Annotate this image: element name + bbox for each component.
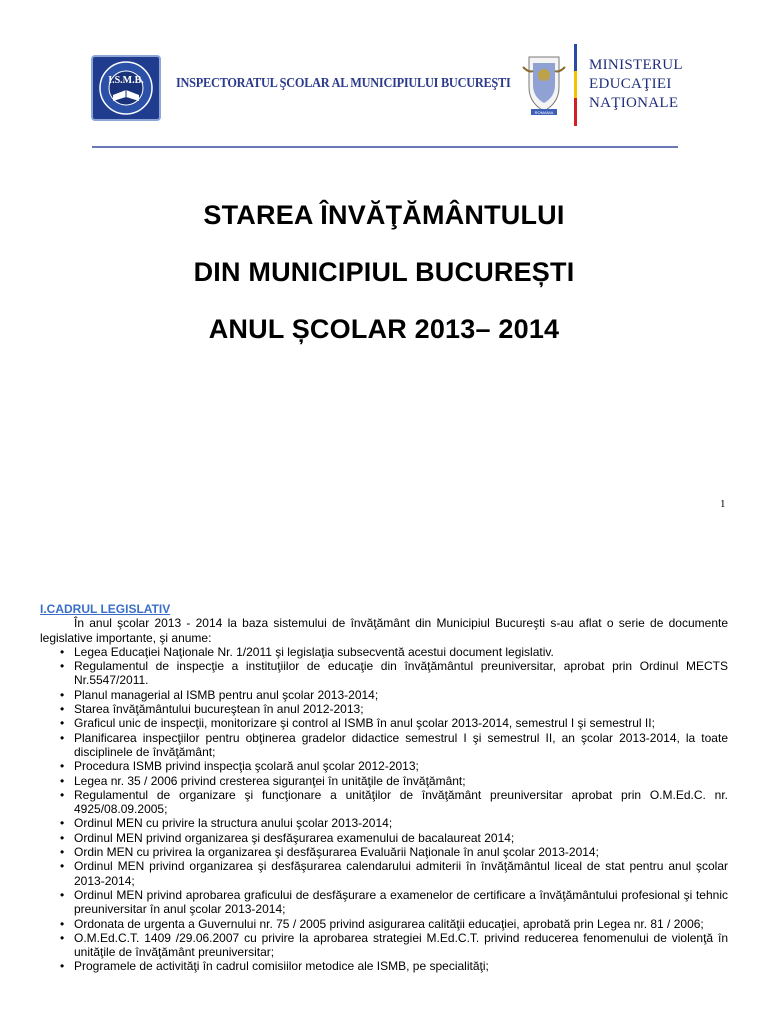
section-intro: În anul şcolar 2013 - 2014 la baza sistemului de învăţământ din Municipiul Bucureşti s-au aflat o serie de documente legislative importante, şi anume: — [40, 616, 728, 645]
ismb-logo-icon — [91, 55, 161, 121]
header-divider — [92, 146, 678, 148]
list-item: • Ordinul MEN privind aprobarea graficului de desfăşurare a examenelor de certificare a învăţământului profesional şi tehnic preuniversitar în anul şcolar 2013-2014; — [74, 888, 728, 917]
list-item: • Graficul unic de inspecţii, monitorizare şi control al ISMB în anul şcolar 2013-2014, semestrul I şi semestrul II; — [74, 716, 728, 730]
legislation-list — [40, 645, 728, 974]
document-header — [0, 0, 768, 150]
list-item: • Starea învăţământului bucureştean în anul 2012-2013; — [74, 702, 728, 716]
ismb-logo-text: I.S.M.B. — [108, 75, 144, 86]
list-item: • Ordin MEN cu privirea la organizarea şi desfăşurarea Evaluării Naţionale în anul şcolar 2013-2014; — [74, 845, 728, 859]
list-item: • Ordonata de urgenta a Guvernului nr. 75 / 2005 privind asigurarea calităţii educaţiei, aprobată prin Legea nr. 81 / 2006; — [74, 917, 728, 931]
legislative-section — [40, 602, 728, 974]
ministry-name — [589, 56, 683, 113]
list-item: • Legea Educaţiei Naţionale Nr. 1/2011 şi legislaţia subsecventă acestui document legislativ. — [74, 645, 728, 659]
ministry-line-1: MINISTERUL — [589, 57, 683, 73]
list-item: • Ordinul MEN privind organizarea şi desfăşurarea calendarului admiterii în învăţământul liceal de stat pentru anul şcolar 2013-2014; — [74, 859, 728, 888]
list-item: • O.M.Ed.C.T. 1409 /29.06.2007 cu privire la aprobarea strategiei M.Ed.C.T. privind reducerea fenomenului de violenţă în unităţile de învăţământ preuniversitar; — [74, 931, 728, 960]
list-item: • Planificarea inspecţiilor pentru obţinerea gradelor didactice semestrul I şi semestrul II, an şcolar 2013-2014, la toate disciplinele de învăţământ; — [74, 731, 728, 760]
ministry-line-3: NAŢIONALE — [589, 95, 679, 111]
tricolor-divider — [574, 44, 577, 126]
inspectorate-name: INSPECTORATUL ŞCOLAR AL MUNICIPIULUI BUCUREŞTI — [176, 76, 511, 91]
crest-caption: ROMANIA — [534, 110, 554, 115]
list-item: • Regulamentul de inspecţie a instituţiilor de educaţie din învăţământul preuniversitar, aprobat prin Ordinul MECTS Nr.5547/2011. — [74, 659, 728, 688]
list-item: • Ordinul MEN privind organizarea şi desfăşurarea examenului de bacalaureat 2014; — [74, 831, 728, 845]
ministry-line-2: EDUCAŢIEI — [589, 76, 672, 92]
list-item: • Procedura ISMB privind inspecţia şcolară anul şcolar 2012-2013; — [74, 759, 728, 773]
list-item: • Planul managerial al ISMB pentru anul şcolar 2013-2014; — [74, 688, 728, 702]
list-item: • Ordinul MEN cu privire la structura anului şcolar 2013-2014; — [74, 816, 728, 830]
document-title-line-1: STAREA ÎNVĂŢĂMÂNTULUI — [203, 200, 565, 230]
list-item: • Programele de activităţi în cadrul comisiilor metodice ale ISMB, pe specialităţi; — [74, 959, 728, 973]
section-title: I.CADRUL LEGISLATIV — [40, 602, 171, 616]
document-title-line-2: DIN MUNICIPIUL BUCUREȘTI — [193, 257, 575, 287]
list-item: • Regulamentul de organizare şi funcţionare a unităţilor de învăţământ preuniversitar aprobat prin O.M.Ed.C. nr. 4925/08.09.2005; — [74, 788, 728, 817]
romania-crest-icon — [519, 53, 569, 117]
list-item: • Legea nr. 35 / 2006 privind cresterea siguranţei în unităţile de învăţământ; — [74, 774, 728, 788]
page-number: 1 — [720, 498, 726, 510]
document-title-line-3: ANUL ȘCOLAR 2013– 2014 — [208, 314, 560, 344]
